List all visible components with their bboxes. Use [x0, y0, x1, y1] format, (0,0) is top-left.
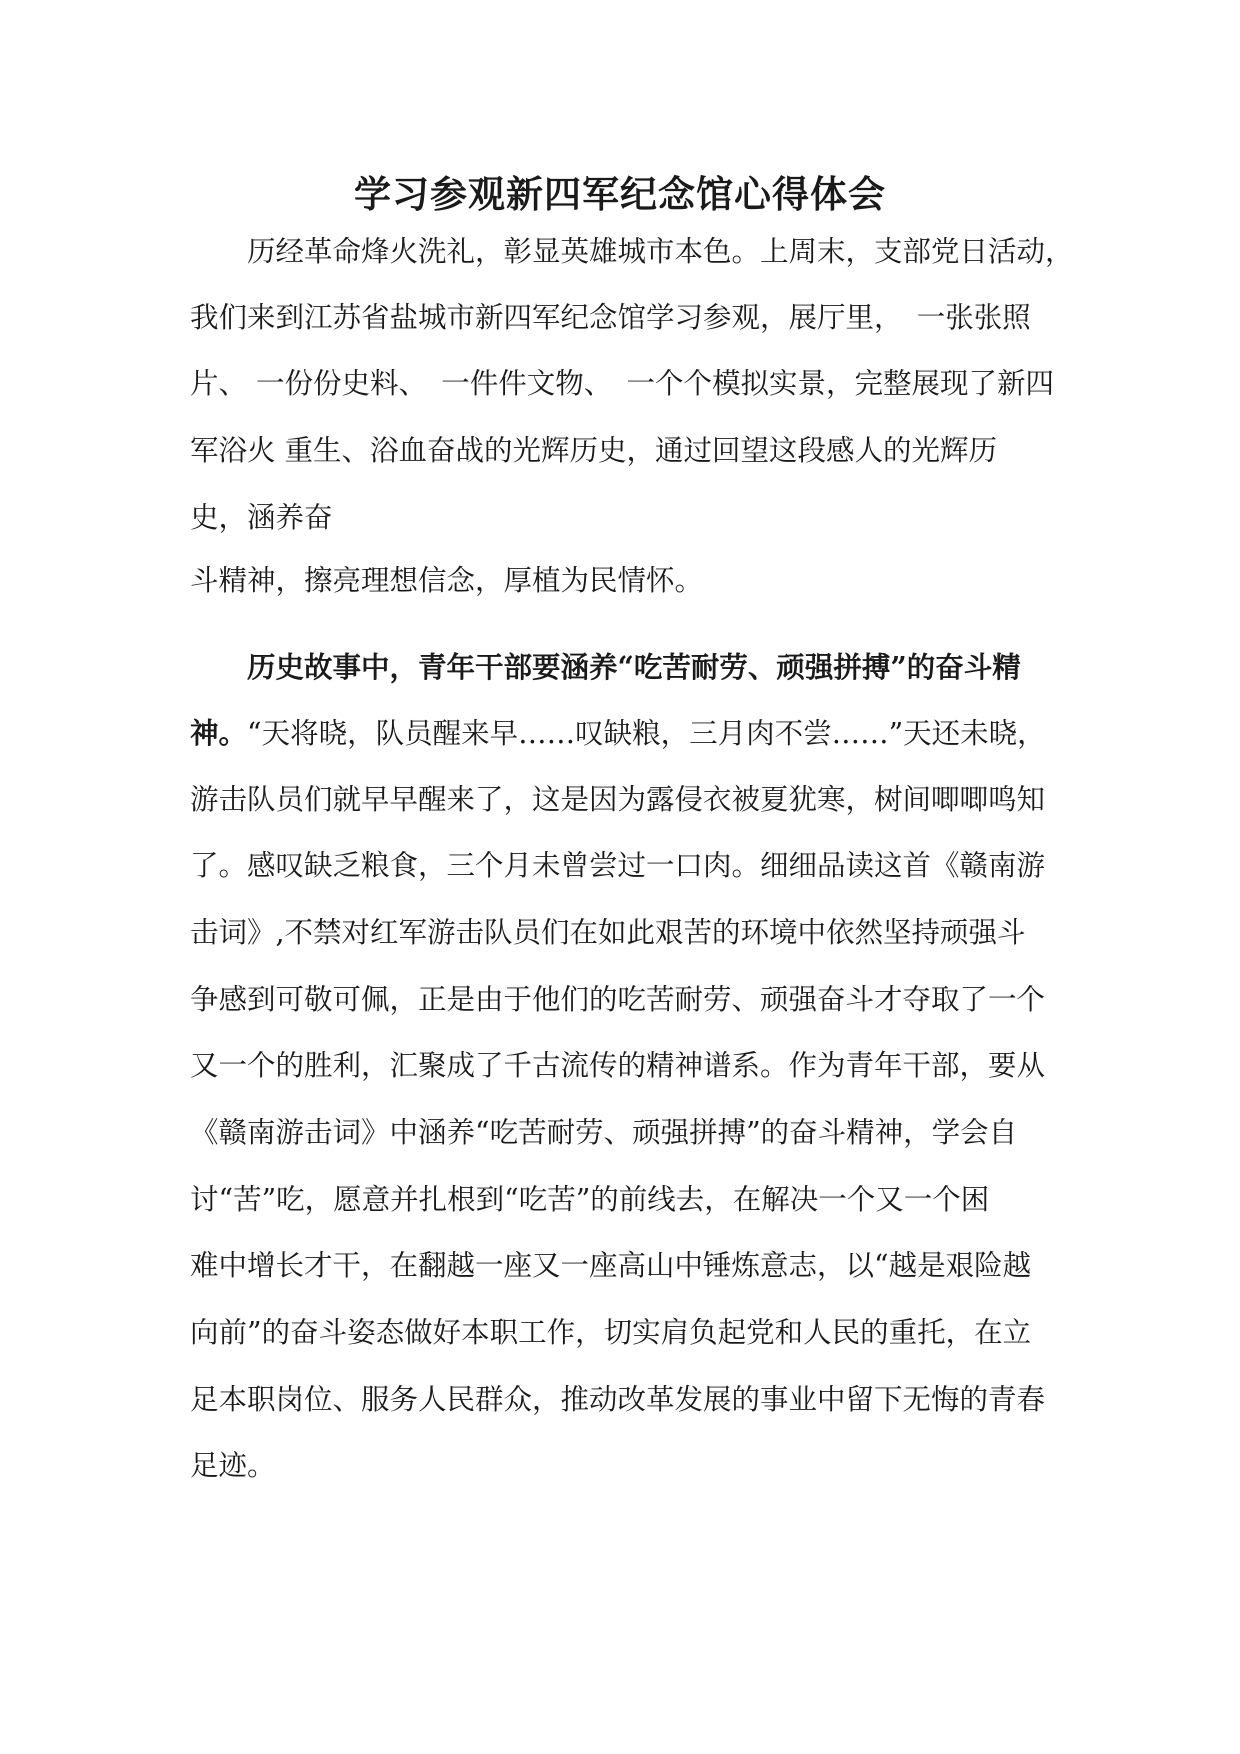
paragraph-2-line: 向前”的奋斗姿态做好本职工作，切实肩负起党和人民的重托，在立: [190, 1316, 1032, 1349]
paragraph-2-line: 讨“苦”吃，愿意并扎根到“吃苦”的前线去，在解决一个又一个困: [190, 1183, 990, 1216]
paragraph-2-heading: 历史故事中，青年干部要涵养“吃苦耐劳、顽强拼搏”的奋斗精: [190, 650, 1021, 684]
paragraph-1-line: 史，涵养奋: [190, 501, 333, 534]
paragraph-2-line: 难中增长才干，在翻越一座又一座高山中锤炼意志，以“越是艰险越: [190, 1249, 1032, 1282]
paragraph-2-text: “天将晓，队员醒来早……叹缺粮，三月肉不尝……”天还未晓，: [247, 717, 1046, 750]
paragraph-1-line: 片、 一份份史料、 一件件文物、 一个个模拟实景，完整展现了新四: [190, 367, 1055, 400]
paragraph-1-line: 斗精神，擦亮理想信念，厚植为民情怀。: [190, 564, 704, 597]
document-title: 学习参观新四军纪念馆心得体会: [354, 172, 886, 216]
paragraph-2-line: [190, 713, 1046, 754]
paragraph-2-line: 游击队员们就早早醒来了，这是因为露侵衣被夏犹寒，树间唧唧鸣知: [190, 783, 1046, 816]
paragraph-2-line: 了。感叹缺乏粮食，三个月未曾尝过一口肉。细细品读这首《赣南游: [190, 849, 1046, 882]
paragraph-1-line: 军浴火 重生、浴血奋战的光辉历史，通过回望这段感人的光辉历: [190, 434, 998, 467]
paragraph-1-line: 历经革命烽火洗礼，彰显英雄城市本色。上周末，支部党日活动，: [190, 235, 1074, 268]
paragraph-1-line: 我们来到江苏省盐城市新四军纪念馆学习参观，展厅里， 一张张照: [190, 301, 1031, 334]
paragraph-2-line: 足迹。: [190, 1449, 276, 1482]
paragraph-2-line: 《赣南游击词》中涵养“吃苦耐劳、顽强拼搏”的奋斗精神，学会自: [190, 1116, 1018, 1149]
paragraph-2-line: 又一个的胜利，汇聚成了千古流传的精神谱系。作为青年干部，要从: [190, 1049, 1046, 1082]
paragraph-2-line: 争感到可敬可佩，正是由于他们的吃苦耐劳、顽强奋斗才夺取了一个: [190, 983, 1046, 1016]
paragraph-2-heading-end: 神。: [190, 716, 248, 750]
paragraph-2-line: 足本职岗位、服务人民群众，推动改革发展的事业中留下无悔的青春: [190, 1383, 1046, 1416]
paragraph-2-line: 击词》,不禁对红军游击队员们在如此艰苦的环境中依然坚持顽强斗: [190, 916, 1026, 949]
